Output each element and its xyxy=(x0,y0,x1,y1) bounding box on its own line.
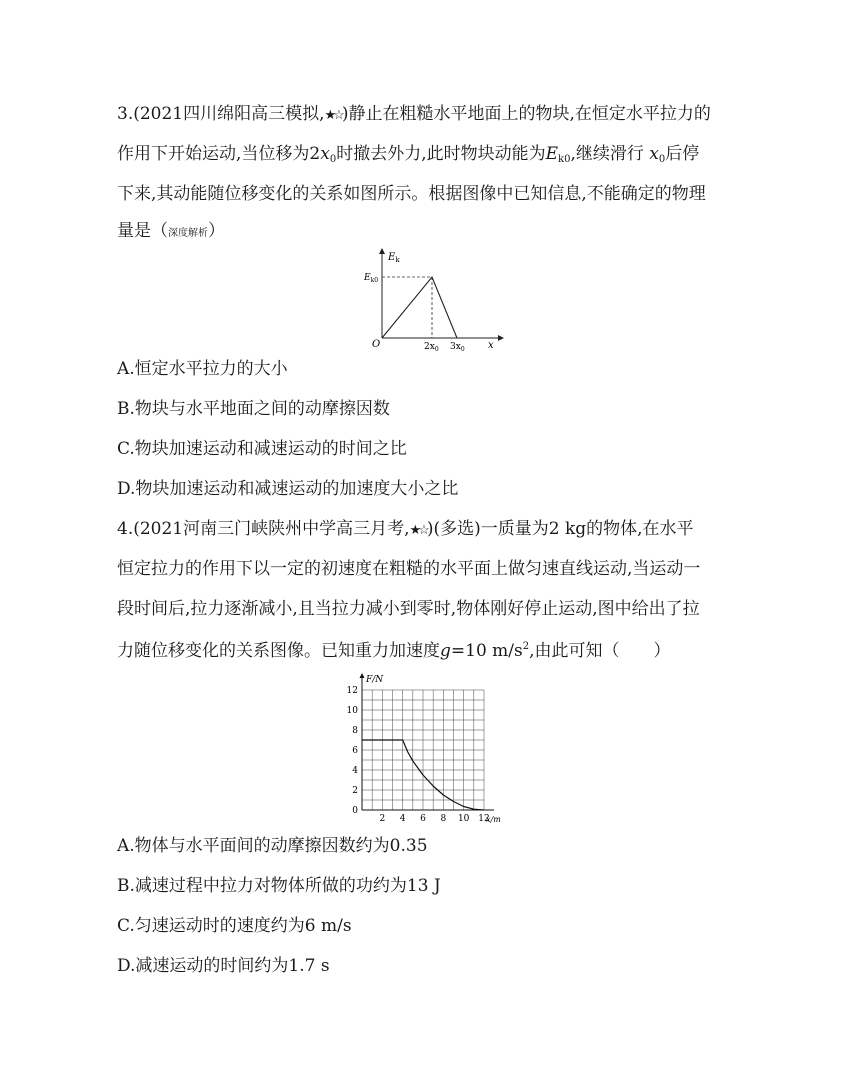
q4-option-b: B.减速过程中拉力对物体所做的功约为13 J xyxy=(117,876,441,896)
q3-stem-line-3: 下来,其动能随位移变化的关系如图所示。根据图像中已知信息,不能确定的物理 xyxy=(117,184,706,204)
q3-stem-text: ,继续滑行 xyxy=(570,144,644,164)
q4-stem-line-1 xyxy=(117,517,694,543)
q4-option-c: C.匀速运动时的速度约为6 m/s xyxy=(117,916,352,936)
deep-analysis-note: 深度解析 xyxy=(168,228,208,239)
var-g: g xyxy=(440,641,451,661)
difficulty-stars-icon: ★☆ xyxy=(409,523,427,538)
q3-stem-text: ） xyxy=(208,221,225,241)
q3-stem-text: 时撤去外力,此时物块动能为 xyxy=(336,144,546,164)
q3-stem-text: 量是（ xyxy=(117,221,168,241)
ek-axis-label: $E_k$ xyxy=(388,252,400,264)
y-tick-label: 6 xyxy=(352,746,358,756)
q4-stem-text: ,由此可知（ ） xyxy=(529,641,671,661)
x-axis-label: x xyxy=(488,340,494,351)
unit-exponent: 2 xyxy=(522,641,530,652)
q4-stem-text: 力随位移变化的关系图像。已知重力加速度 xyxy=(117,641,440,661)
var-e: E xyxy=(545,144,559,164)
var-x-sub: 0 xyxy=(658,154,666,165)
x-tick-label: 4 xyxy=(399,814,406,824)
y-tick-label: 10 xyxy=(346,706,358,716)
q3-option-d: D.物块加速运动和减速运动的加速度大小之比 xyxy=(117,479,459,499)
q3-stem-text: 后停 xyxy=(665,144,700,164)
difficulty-stars-icon: ★☆ xyxy=(324,108,342,123)
q4-source: 4.(2021河南三门峡陕州中学高三月考, xyxy=(117,519,410,539)
ek-curve xyxy=(382,277,457,338)
q4-stem-text: )(多选)一质量为2 kg的物体,在水平 xyxy=(426,519,694,539)
y-tick-label: 8 xyxy=(352,726,358,736)
q3-stem-text: 作用下开始运动,当位移为2 xyxy=(117,144,321,164)
q3-stem-line-1 xyxy=(117,102,711,128)
x-tick-label: 2 xyxy=(379,814,386,824)
q3-stem-line-2 xyxy=(117,142,699,172)
x-axis-label: x/m xyxy=(486,815,501,824)
q3-option-c: C.物块加速运动和减速运动的时间之比 xyxy=(117,439,407,459)
x-tick-label: 8 xyxy=(440,814,447,824)
q3-option-b: B.物块与水平地面之间的动摩擦因数 xyxy=(117,399,390,419)
y-tick-label: 4 xyxy=(352,766,358,776)
origin-label: O xyxy=(372,339,381,350)
q4-stem-line-2: 恒定拉力的作用下以一定的初速度在粗糙的水平面上做匀速直线运动,当运动一 xyxy=(117,559,701,579)
y-axis-arrow-icon xyxy=(360,673,365,678)
ek0-label: $E_{k0}$ xyxy=(364,273,379,284)
y-tick-label: 0 xyxy=(352,806,358,816)
y-axis-arrow-icon xyxy=(379,248,385,254)
x-tick-label: 10 xyxy=(457,814,470,824)
q3-stem-text: )静止在粗糙水平地面上的物块,在恒定水平拉力的 xyxy=(341,104,711,124)
var-x: x xyxy=(320,144,330,164)
q3-stem-line-4 xyxy=(117,219,225,246)
q4-stem-line-4 xyxy=(117,635,671,663)
tick-3x0-label: $3x_0$ xyxy=(450,342,465,352)
q3-option-a: A.恒定水平拉力的大小 xyxy=(117,359,288,379)
q4-option-a: A.物体与水平面间的动摩擦因数约为0.35 xyxy=(117,836,428,856)
y-tick-label: 2 xyxy=(352,786,358,796)
ek-x-graph xyxy=(360,246,510,352)
var-x-sub: 0 xyxy=(329,154,337,165)
q3-source: 3.(2021四川绵阳高三模拟, xyxy=(117,104,325,124)
tick-2x0-label: $2x_0$ xyxy=(424,342,439,352)
y-axis-label: F/N xyxy=(366,675,384,685)
y-tick-label: 12 xyxy=(346,686,358,696)
q4-stem-text: =10 m/s xyxy=(450,641,523,661)
x-axis-arrow-icon xyxy=(498,335,504,341)
q4-option-d: D.减速运动的时间约为1.7 s xyxy=(117,956,330,976)
q4-stem-line-3: 段时间后,拉力逐渐减小,且当拉力减小到零时,物体刚好停止运动,图中给出了拉 xyxy=(117,599,700,619)
var-x: x xyxy=(649,144,659,164)
x-tick-label: 6 xyxy=(420,814,426,824)
force-displacement-chart xyxy=(332,670,522,830)
x-tick-label: 12 xyxy=(478,814,490,824)
var-e-sub: k0 xyxy=(558,154,571,165)
